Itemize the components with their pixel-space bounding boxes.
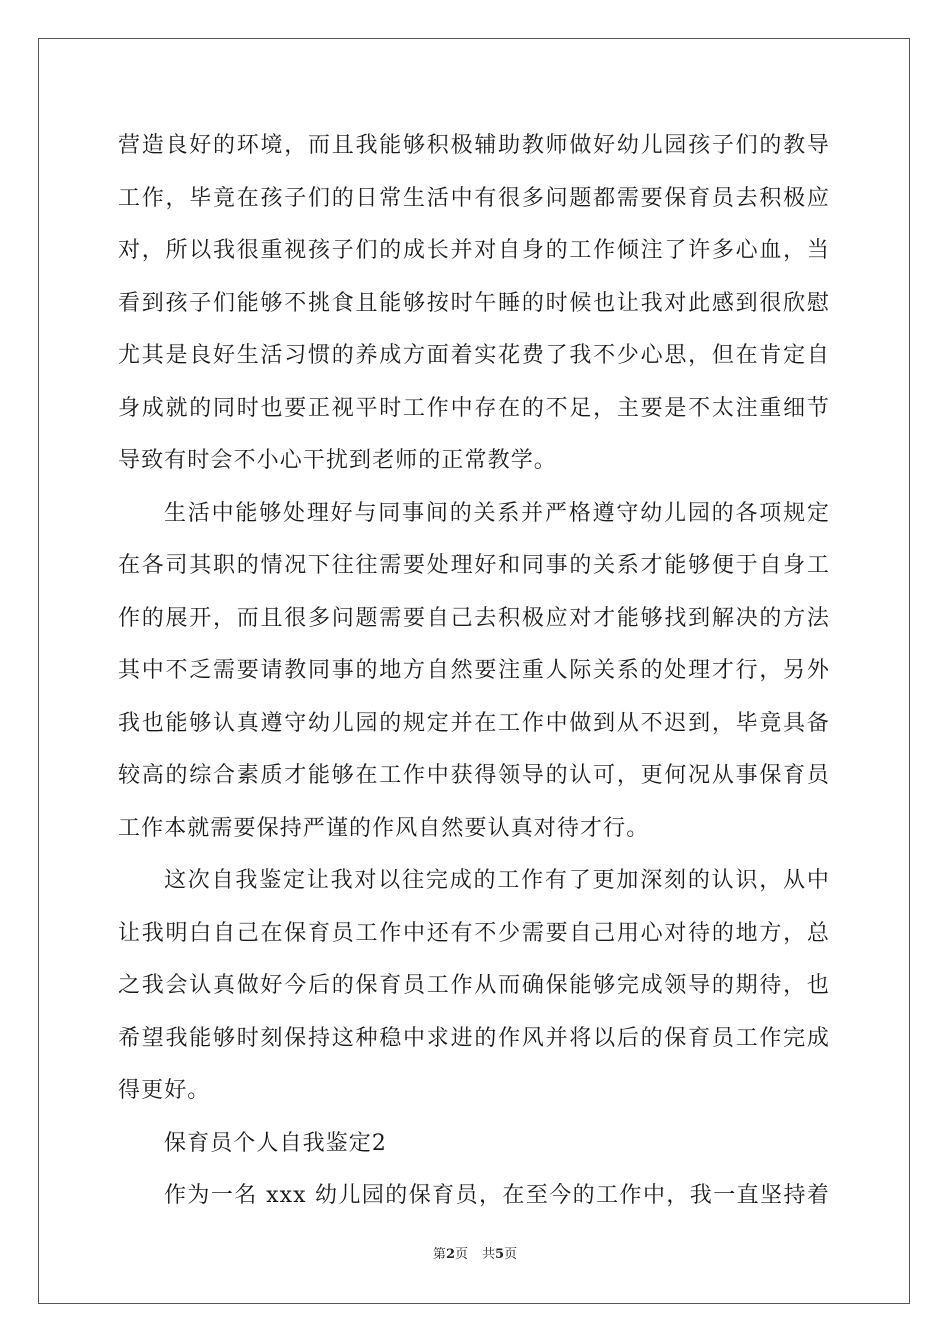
page-suffix: 页 (454, 1247, 468, 1262)
page-prefix: 第 (432, 1247, 446, 1262)
page-number: 2 (445, 1247, 455, 1262)
total-suffix: 页 (504, 1247, 518, 1262)
document-body (118, 120, 830, 1223)
text-line: 保育员个人自我鉴定2 (164, 1130, 387, 1156)
text-line: 尤其是良好生活习惯的养成方面着实花费了我不少心思，但在肯定自 (118, 343, 830, 368)
text-line: 让我明白自己在保育员工作中还有不少需要自己用心对待的地方，总 (118, 920, 830, 946)
text-line: 其中不乏需要请教同事的地方自然要注重人际关系的处理才行，另外 (118, 658, 830, 683)
text-line: 营造良好的环境，而且我能够积极辅助教师做好幼儿园孩子们的教导 (118, 133, 830, 158)
text-line: 看到孩子们能够不挑食且能够按时午睡的时候也让我对此感到很欣慰 (118, 290, 830, 316)
text-line: 作的展开，而且很多问题需要自己去积极应对才能够找到解决的方法 (118, 605, 830, 631)
text-line: 对，所以我很重视孩子们的成长并对自身的工作倾注了许多心血，当 (118, 238, 830, 263)
text-line: 这次自我鉴定让我对以往完成的工作有了更加深刻的认识，从中 (164, 868, 830, 893)
text-line: 之我会认真做好今后的保育员工作从而确保能够完成领导的期待，也 (118, 973, 830, 998)
text-line: 较高的综合素质才能够在工作中获得领导的认可，更何况从事保育员 (118, 763, 830, 788)
text-line: 在各司其职的情况下往往需要处理好和同事的关系才能够便于自身工 (118, 553, 830, 578)
text-line: 希望我能够时刻保持这种稳中求进的作风并将以后的保育员工作完成 (118, 1025, 830, 1051)
text-line: 生活中能够处理好与同事间的关系并严格遵守幼儿园的各项规定 (164, 500, 830, 526)
text-line: 工作本就需要保持严谨的作风自然要认真对待才行。 (118, 815, 650, 841)
text-line: 工作，毕竟在孩子们的日常生活中有很多问题都需要保育员去积极应 (118, 185, 830, 211)
text-line: 得更好。 (118, 1078, 211, 1103)
total-pages: 5 (495, 1247, 505, 1262)
text-line: 身成就的同时也要正视平时工作中存在的不足，主要是不太注重细节 (118, 395, 830, 421)
text-line: 作为一名 xxx 幼儿园的保育员，在至今的工作中，我一直坚持着 (164, 1183, 830, 1208)
text-line: 我也能够认真遵守幼儿园的规定并在工作中做到从不迟到，毕竟具备 (118, 710, 830, 736)
page-footer (0, 1243, 950, 1262)
text-line: 导致有时会不小心干扰到老师的正常教学。 (118, 448, 557, 473)
total-prefix: 共 (482, 1247, 496, 1262)
